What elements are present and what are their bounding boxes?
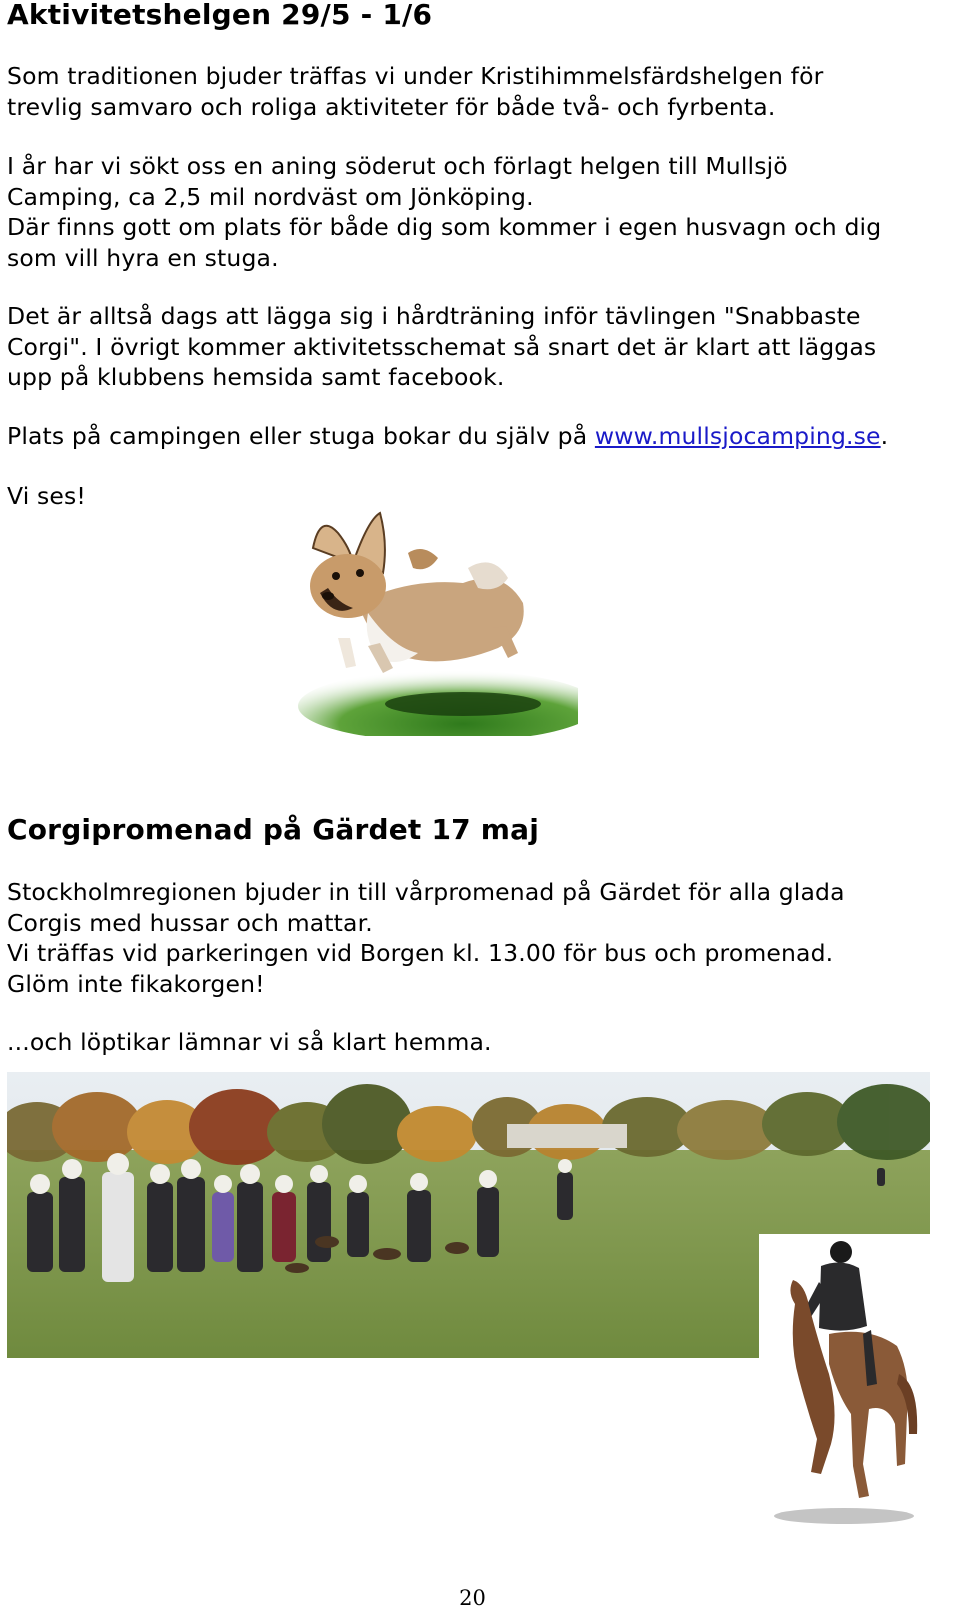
text-line: som vill hyra en stuga. bbox=[7, 243, 279, 272]
text-line bbox=[7, 421, 952, 452]
paragraph-intro bbox=[7, 61, 952, 122]
text-line: I år har vi sökt oss en aning söderut och förlagt helgen till Mullsjö bbox=[7, 152, 788, 180]
paragraph-training bbox=[7, 301, 952, 393]
text-line: upp på klubbens hemsida samt facebook. bbox=[7, 363, 505, 391]
paragraph-see-you bbox=[7, 481, 952, 512]
paragraph-location bbox=[7, 151, 952, 273]
text-line: ...och löptikar lämnar vi så klart hemma. bbox=[7, 1028, 492, 1056]
booking-text-end: . bbox=[880, 422, 889, 450]
text-line: Stockholmregionen bjuder in till vårpromenad på Gärdet för alla glada bbox=[7, 878, 845, 906]
jumping-corgi-image bbox=[298, 508, 578, 736]
text-line: Corgis med hussar och mattar. bbox=[7, 908, 373, 937]
booking-text: Plats på campingen eller stuga bokar du själv på bbox=[7, 422, 595, 450]
section-heading-activity-weekend: Aktivitetshelgen 29/5 - 1/6 bbox=[7, 0, 433, 31]
paragraph-booking bbox=[7, 421, 952, 452]
text-line: Camping, ca 2,5 mil nordväst om Jönköping. bbox=[7, 182, 534, 211]
campsite-link[interactable]: www.mullsjocamping.se bbox=[594, 422, 881, 450]
text-line: Glöm inte fikakorgen! bbox=[7, 969, 265, 998]
page-number: 20 bbox=[459, 1586, 486, 1610]
section-heading-corgi-walk: Corgipromenad på Gärdet 17 maj bbox=[7, 813, 540, 846]
horse-rider-image bbox=[759, 1234, 930, 1528]
text-line: Där finns gott om plats för både dig som kommer i egen husvagn och dig bbox=[7, 213, 882, 241]
text-line: Som traditionen bjuder träffas vi under Kristihimmelsfärdshelgen för bbox=[7, 62, 824, 90]
paragraph-in-heat bbox=[7, 1027, 952, 1058]
text-line: Vi ses! bbox=[7, 482, 86, 510]
text-line: Det är alltså dags att lägga sig i hårdträning inför tävlingen "Snabbaste bbox=[7, 302, 861, 330]
text-line: Corgi". I övrigt kommer aktivitetsschemat så snart det är klart att läggas bbox=[7, 332, 877, 361]
text-line: Vi träffas vid parkeringen vid Borgen kl. 13.00 för bus och promenad. bbox=[7, 939, 834, 967]
text-line: trevlig samvaro och roliga aktiviteter för både två- och fyrbenta. bbox=[7, 92, 776, 121]
paragraph-walk-invite bbox=[7, 877, 952, 999]
